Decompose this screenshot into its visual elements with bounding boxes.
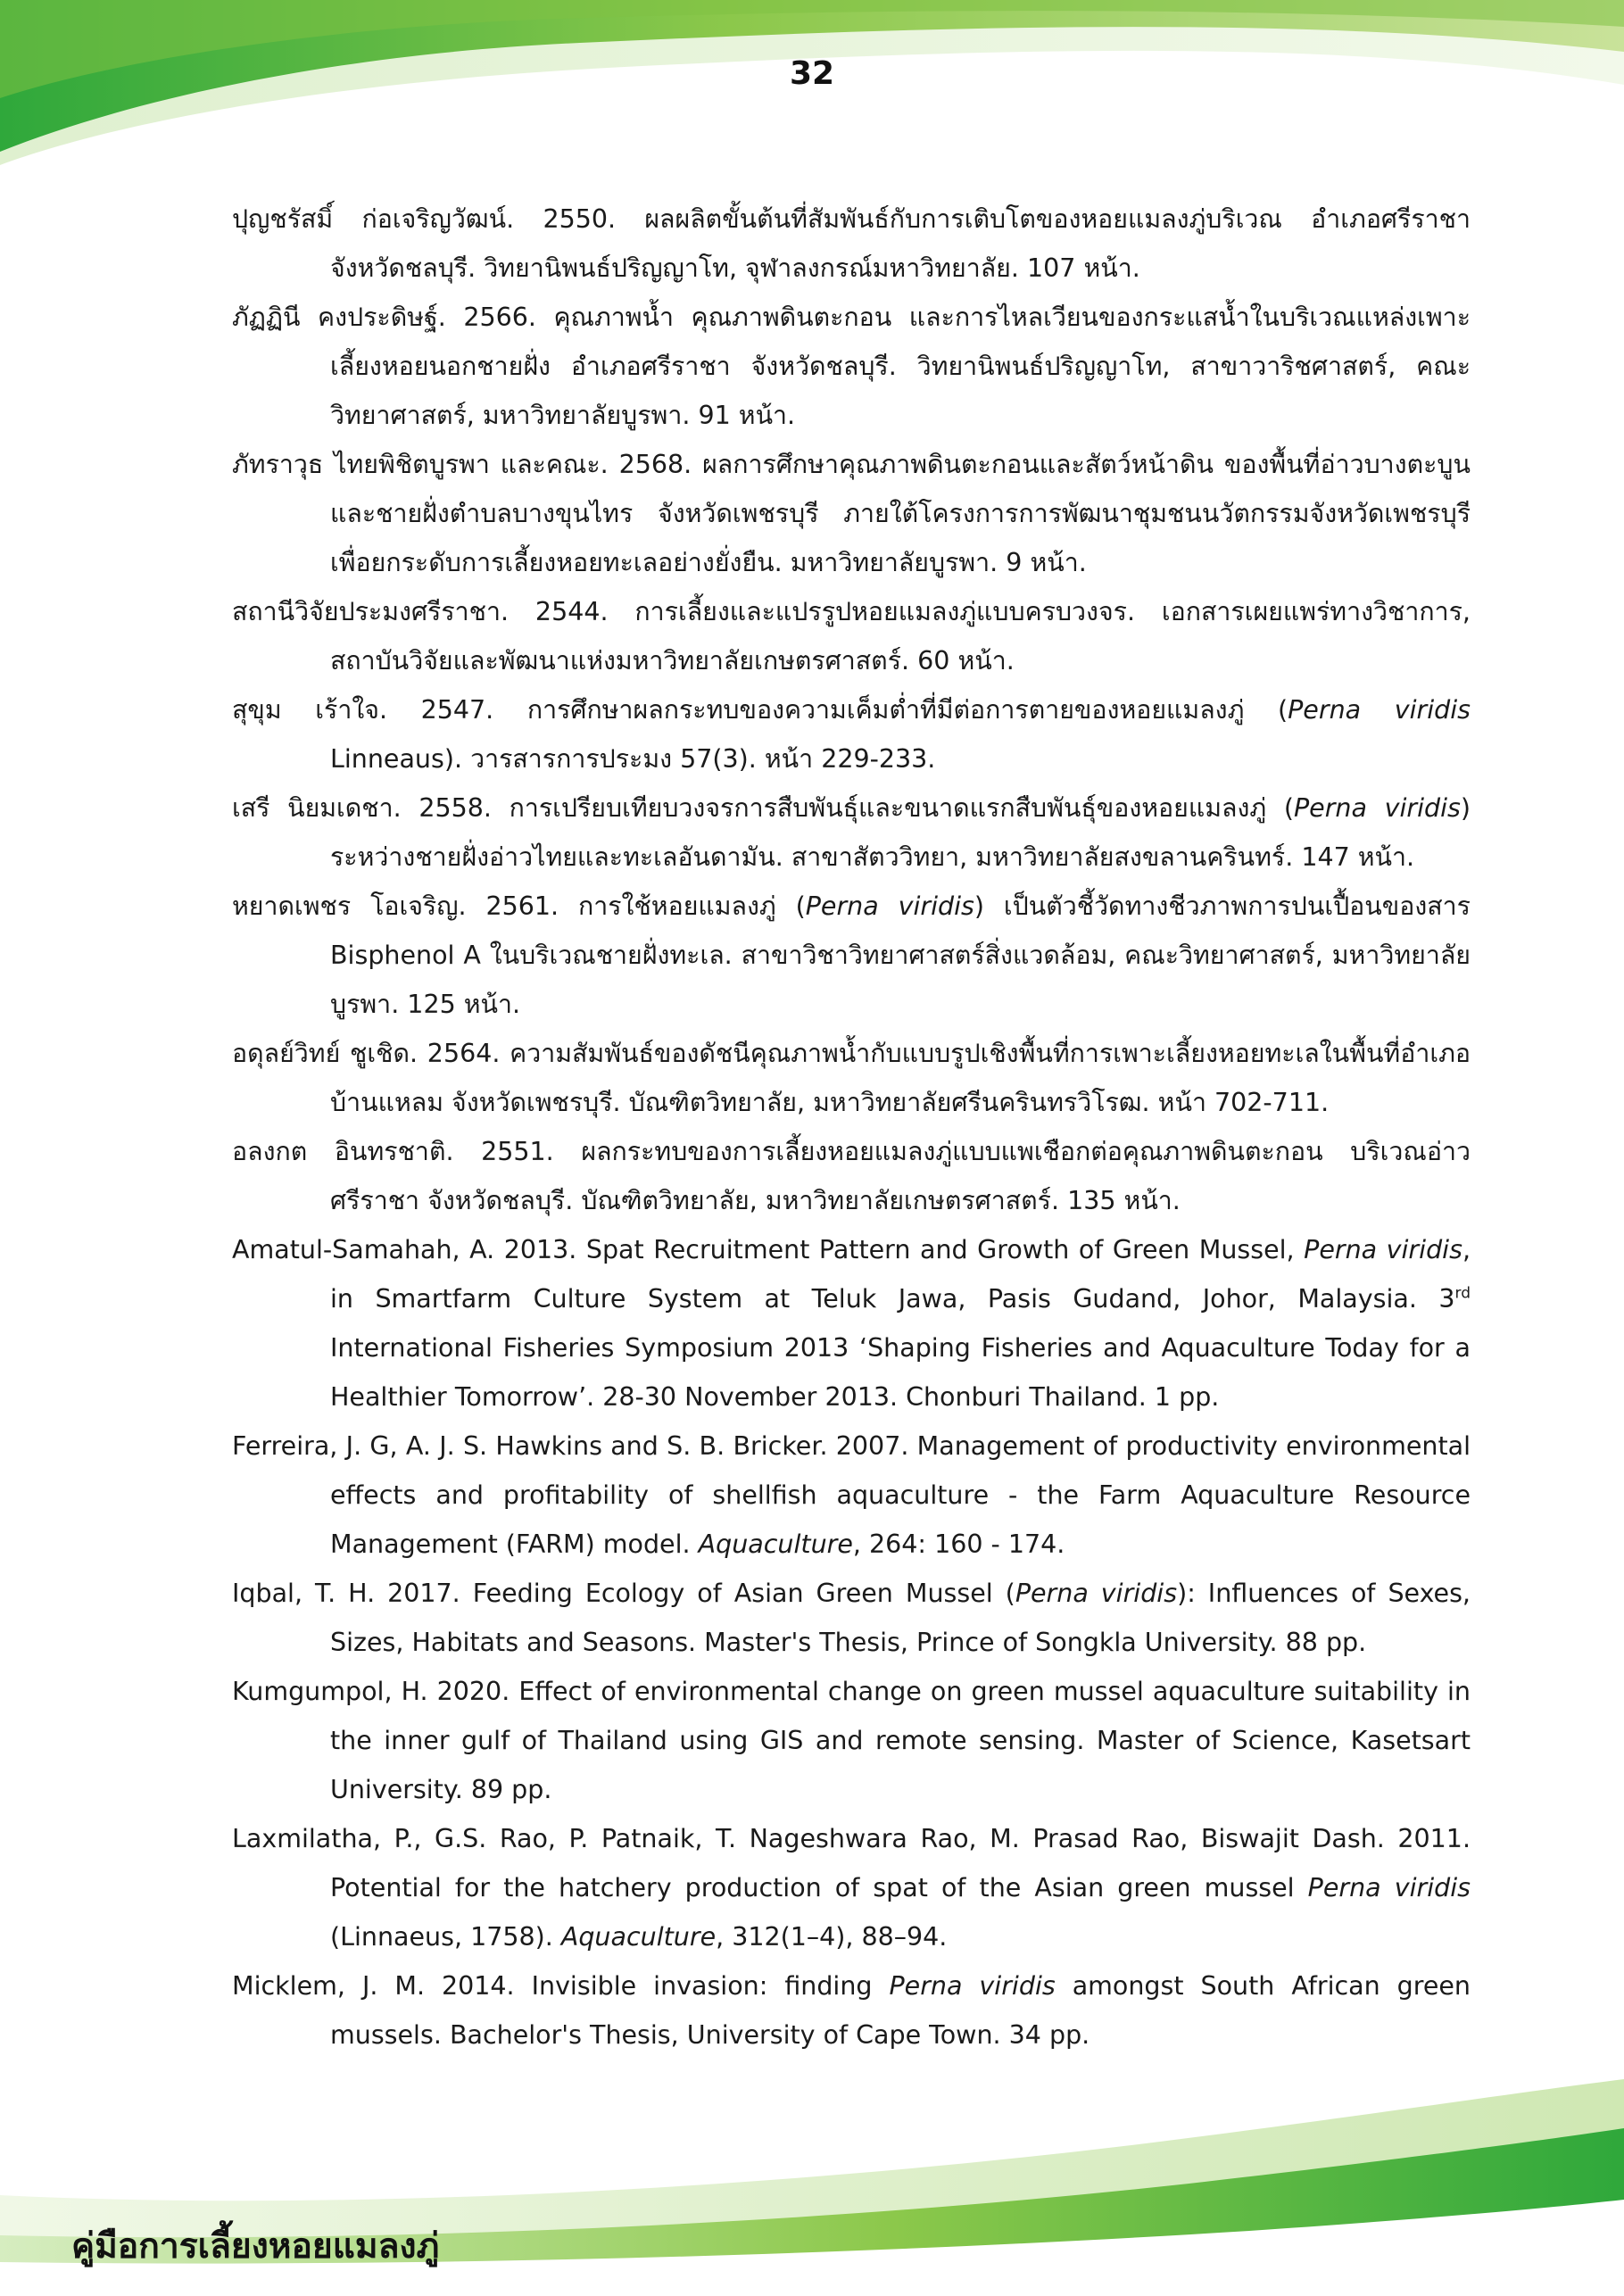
reference-item	[232, 195, 1471, 293]
reference-item	[232, 882, 1471, 1029]
reference-text: อดุลย์วิทย์ ชูเชิด. 2564. ความสัมพันธ์ของดัชนีคุณภาพน้ำกับแบบรูปเชิงพื้นที่การเพาะเลี้ยงหอยทะเลในพื้นที่อำเภอบ้านแหลม จังหวัดเพชรบุรี. บัณฑิตวิทยาลัย, มหาวิทยาลัยศรีนครินทรวิโรฒ. หน้า 702-711.	[232, 1039, 1471, 1117]
page-number: 32	[789, 55, 835, 92]
journal-name: Aquaculture	[560, 1922, 717, 1952]
reference-text: ภัฏฏินี คงประดิษฐ์. 2566. คุณภาพน้ำ คุณภาพดินตะกอน และการไหลเวียนของกระแสน้ำในบริเวณแหล่งเพาะเลี้ยงหอยนอกชายฝั่ง อำเภอศรีราชา จังหวัดชลบุรี. วิทยานิพนธ์ปริญญาโท, สาขาวาริชศาสตร์, คณะวิทยาศาสตร์, มหาวิทยาลัยบูรพา. 91 หน้า.	[232, 303, 1471, 430]
reference-text: , in Smartfarm Culture System at Teluk Jawa, Pasis Gudand, Johor, Malaysia. 3	[330, 1235, 1471, 1314]
reference-item	[232, 293, 1471, 440]
reference-item	[232, 1569, 1471, 1667]
reference-text: , 312(1–4), 88–94.	[716, 1922, 948, 1952]
reference-text: อลงกต อินทรชาติ. 2551. ผลกระทบของการเลี้ยงหอยแมลงภู่แบบแพเชือกต่อคุณภาพดินตะกอน บริเวณอ่าวศรีราชา จังหวัดชลบุรี. บัณฑิตวิทยาลัย, มหาวิทยาลัยเกษตรศาสตร์. 135 หน้า.	[232, 1137, 1471, 1215]
reference-item	[232, 1225, 1471, 1422]
reference-text: ) เป็นตัวชี้วัดทางชีวภาพการปนเปื้อนของสาร Bisphenol A ในบริเวณชายฝั่งทะเล. สาขาวิชาวิทยาศาสตร์สิ่งแวดล้อม, คณะวิทยาศาสตร์, มหาวิทยาลัยบูรพา. 125 หน้า.	[330, 891, 1471, 1019]
footer-book-title: คู่มือการเลี้ยงหอยแมลงภู่	[71, 2226, 440, 2267]
reference-text: Iqbal, T. H. 2017. Feeding Ecology of Asian Green Mussel (	[232, 1579, 1015, 1608]
ordinal-suffix: rd	[1454, 1284, 1471, 1303]
species-name: Perna viridis	[805, 891, 974, 921]
reference-item	[232, 685, 1471, 783]
reference-text: ): Influences of Sexes, Sizes, Habitats and Seasons. Master's Thesis, Prince of Songkla University. 88 pp.	[330, 1579, 1471, 1657]
reference-item	[232, 587, 1471, 685]
species-name: Perna viridis	[1304, 1235, 1462, 1264]
reference-item	[232, 1422, 1471, 1569]
reference-text: , 264: 160 - 174.	[852, 1529, 1065, 1559]
reference-item	[232, 1127, 1471, 1225]
reference-text: Amatul-Samahah, A. 2013. Spat Recruitment Pattern and Growth of Green Mussel,	[232, 1235, 1305, 1264]
reference-item	[232, 440, 1471, 587]
reference-item	[232, 783, 1471, 882]
species-name: Perna viridis	[1288, 695, 1471, 725]
reference-text: สถานีวิจัยประมงศรีราชา. 2544. การเลี้ยงและแปรรูปหอยแมลงภู่แบบครบวงจร. เอกสารเผยแพร่ทางวิชาการ, สถาบันวิจัยและพัฒนาแห่งมหาวิทยาลัยเกษตรศาสตร์. 60 หน้า.	[232, 597, 1471, 676]
species-name: Perna viridis	[1307, 1873, 1471, 1902]
reference-item	[232, 1029, 1471, 1127]
reference-text: ปุญชรัสมิ์ ก่อเจริญวัฒน์. 2550. ผลผลิตขั้นต้นที่สัมพันธ์กับการเติบโตของหอยแมลงภู่บริเวณ อำเภอศรีราชา จังหวัดชลบุรี. วิทยานิพนธ์ปริญญาโท, จุฬาลงกรณ์มหาวิทยาลัย. 107 หน้า.	[232, 204, 1471, 283]
reference-item	[232, 1814, 1471, 1961]
reference-text: International Fisheries Symposium 2013 ‘Shaping Fisheries and Aquaculture Today for a Healthier Tomorrow’. 28-30 November 2013. Chonburi Thailand. 1 pp.	[330, 1333, 1471, 1412]
reference-text: (Linnaeus, 1758).	[330, 1922, 561, 1952]
reference-text: Micklem, J. M. 2014. Invisible invasion: finding	[232, 1971, 890, 2001]
reference-item	[232, 1667, 1471, 1814]
reference-text: Linneaus). วารสารการประมง 57(3). หน้า 229-233.	[330, 744, 936, 774]
reference-list	[232, 195, 1471, 2060]
reference-item	[232, 1961, 1471, 2060]
reference-text: ) ระหว่างชายฝั่งอ่าวไทยและทะเลอันดามัน. สาขาสัตววิทยา, มหาวิทยาลัยสงขลานครินทร์. 147 หน้า.	[330, 793, 1471, 872]
reference-text: amongst South African green mussels. Bachelor's Thesis, University of Cape Town. 34 pp.	[330, 1971, 1471, 2050]
species-name: Perna viridis	[889, 1971, 1056, 2001]
species-name: Perna viridis	[1015, 1579, 1178, 1608]
reference-text: หยาดเพชร โอเจริญ. 2561. การใช้หอยแมลงภู่ (	[232, 891, 806, 921]
reference-text: สุขุม เร้าใจ. 2547. การศึกษาผลกระทบของความเค็มต่ำที่มีต่อการตายของหอยแมลงภู่ (	[232, 695, 1288, 725]
reference-text: ภัทราวุธ ไทยพิชิตบูรพา และคณะ. 2568. ผลการศึกษาคุณภาพดินตะกอนและสัตว์หน้าดิน ของพื้นที่อ่าวบางตะบูนและชายฝั่งตำบลบางขุนไทร จังหวัดเพชรบุรี ภายใต้โครงการการพัฒนาชุมชนนวัตกรรมจังหวัดเพชรบุรีเพื่อยกระดับการเลี้ยงหอยทะเลอย่างยั่งยืน. มหาวิทยาลัยบูรพา. 9 หน้า.	[232, 450, 1471, 577]
reference-text: Kumgumpol, H. 2020. Effect of environmental change on green mussel aquaculture suitability in the inner gulf of Thailand using GIS and remote sensing. Master of Science, Kasetsart University. 89 pp.	[232, 1677, 1471, 1804]
species-name: Perna viridis	[1293, 793, 1461, 823]
reference-text: Ferreira, J. G, A. J. S. Hawkins and S. B. Bricker. 2007. Management of productivity environmental effects and profitability of shellfish aquaculture - the Farm Aquaculture Resource Management (FARM) model.	[232, 1431, 1471, 1559]
journal-name: Aquaculture	[698, 1529, 853, 1559]
reference-text: เสรี นิยมเดชา. 2558. การเปรียบเทียบวงจรการสืบพันธุ์และขนาดแรกสืบพันธุ์ของหอยแมลงภู่ (	[232, 793, 1294, 823]
reference-text: Laxmilatha, P., G.S. Rao, P. Patnaik, T. Nageshwara Rao, M. Prasad Rao, Biswajit Dash. 2011. Potential for the hatchery production of spat of the Asian green mussel	[232, 1824, 1471, 1902]
